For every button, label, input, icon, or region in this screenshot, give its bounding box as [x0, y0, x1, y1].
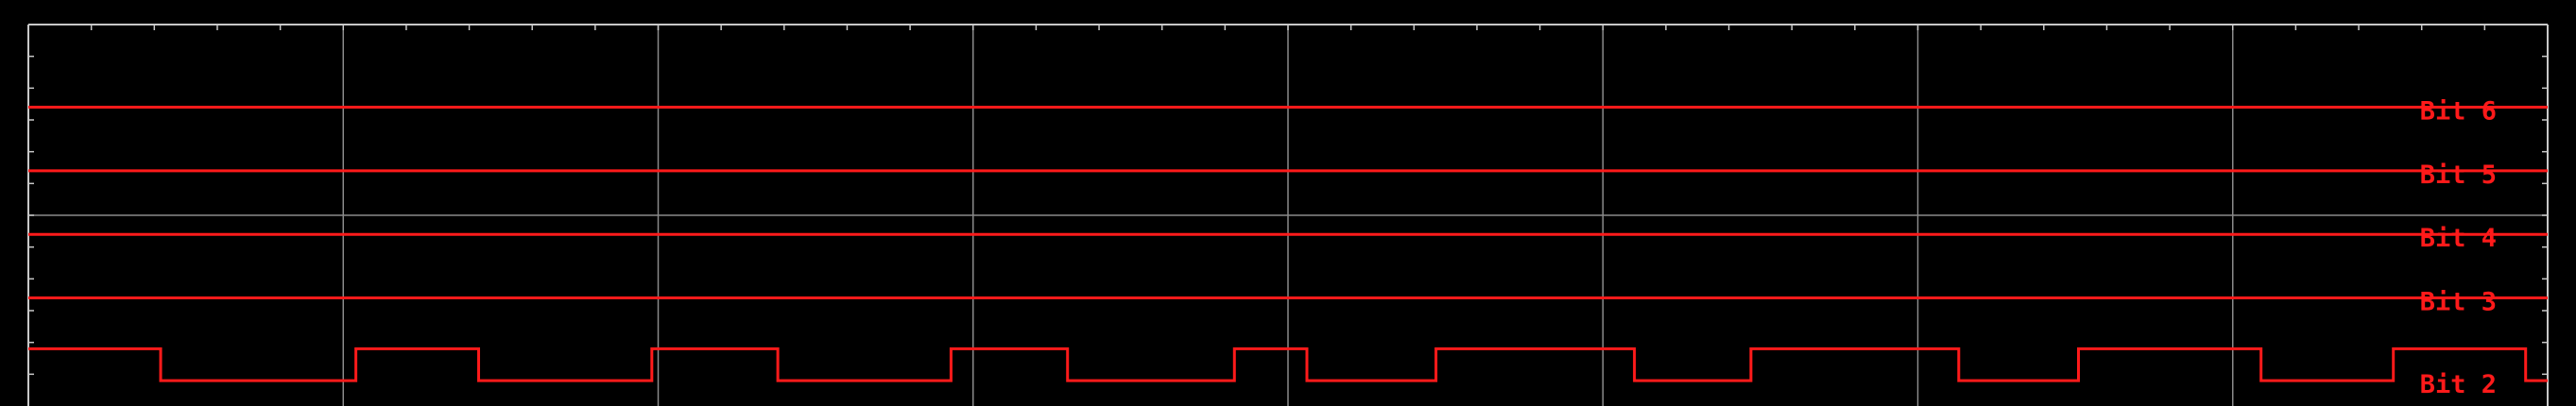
trace-label-bit-4: Bit 4	[2419, 224, 2497, 254]
trace-label-bit-6: Bit 6	[2419, 96, 2497, 127]
trace-label-bit-2: Bit 2	[2419, 370, 2497, 400]
trace-label-bit-5: Bit 5	[2419, 160, 2497, 190]
trace-label-bit-3: Bit 3	[2419, 287, 2497, 317]
